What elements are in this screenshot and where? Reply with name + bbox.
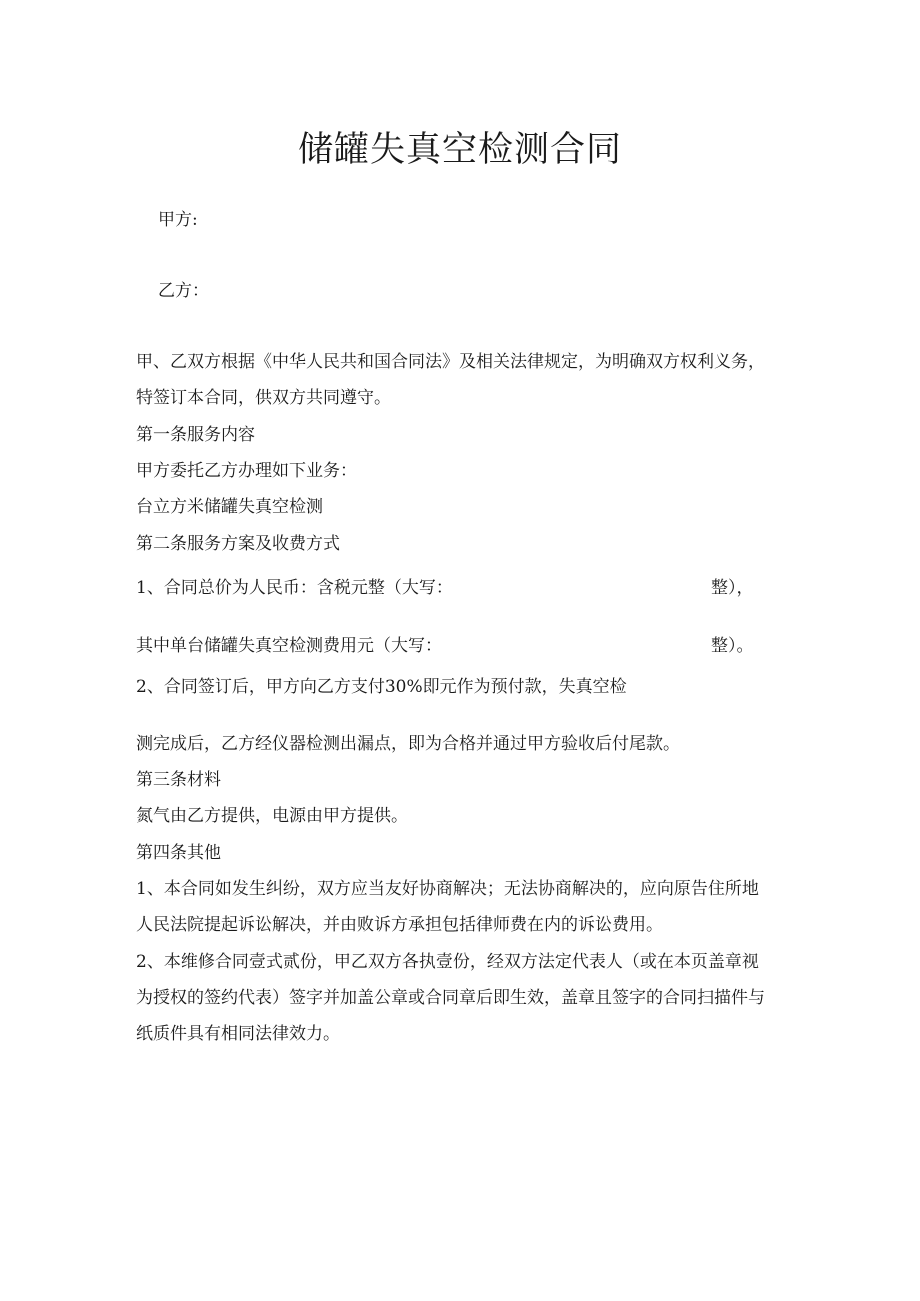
page-title: 储罐失真空检测合同 <box>297 130 622 170</box>
other-clause-1-line-2: 人民法院提起诉讼解决，并由败诉方承担包括律师费在内的诉讼费用。 <box>136 915 663 935</box>
article-3-heading: 第三条材料 <box>136 770 221 790</box>
other-clause-1-line-1: 1、本合同如发生纠纷，双方应当友好协商解决；无法协商解决的，应向原告住所地 <box>136 879 759 899</box>
fee-total-prefix: 1、合同总价为人民币：含税元整（大写： <box>136 578 453 598</box>
article-1-heading: 第一条服务内容 <box>136 425 255 445</box>
other-clause-2-line-2: 为授权的签约代表）签字并加盖公章或合同章后即生效，盖章且签字的合同扫描件与 <box>136 988 765 1008</box>
fee-total-suffix: 整）， <box>711 578 754 598</box>
article-3-text: 氮气由乙方提供，电源由甲方提供。 <box>136 806 408 826</box>
fee-unit-suffix: 整）。 <box>711 636 754 656</box>
fee-unit-prefix: 其中单台储罐失真空检测费用元（大写： <box>136 636 442 656</box>
article-1-item: 台立方米储罐失真空检测 <box>136 497 323 517</box>
party-a-label: 甲方: <box>158 210 198 230</box>
article-2-heading: 第二条服务方案及收费方式 <box>136 534 340 554</box>
article-4-heading: 第四条其他 <box>136 843 221 863</box>
preamble-line-2: 特签订本合同，供双方共同遵守。 <box>136 388 391 408</box>
payment-line-1: 2、合同签订后，甲方向乙方支付30%即元作为预付款，失真空检 <box>136 677 627 697</box>
article-1-text: 甲方委托乙方办理如下业务： <box>136 461 357 481</box>
payment-line-2: 测完成后，乙方经仪器检测出漏点，即为合格并通过甲方验收后付尾款。 <box>136 734 680 754</box>
preamble-line-1: 甲、乙双方根据《中华人民共和国合同法》及相关法律规定，为明确双方权利义务， <box>136 352 765 372</box>
other-clause-2-line-1: 2、本维修合同壹式贰份，甲乙双方各执壹份，经双方法定代表人（或在本页盖章视 <box>136 952 759 972</box>
other-clause-2-line-3: 纸质件具有相同法律效力。 <box>136 1024 340 1044</box>
party-b-label: 乙方： <box>158 281 209 301</box>
